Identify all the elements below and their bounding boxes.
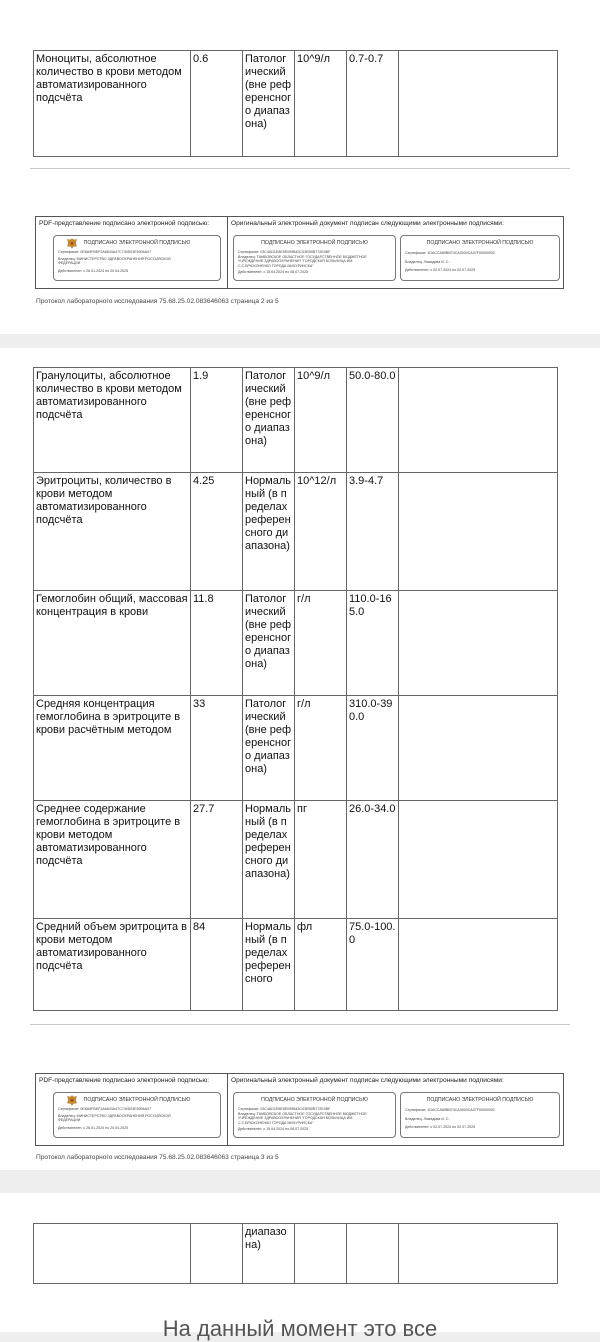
- table-row: [34, 473, 558, 591]
- test-name-cell: [34, 1224, 191, 1284]
- reference-cell: [347, 1224, 399, 1284]
- table-row: [34, 696, 558, 801]
- note-cell: [399, 801, 558, 919]
- table-row: [34, 591, 558, 696]
- signature-stamp: [53, 235, 221, 281]
- note-cell: [399, 51, 558, 157]
- reference-cell: 3.9-4.7: [347, 473, 399, 591]
- status-cell: диапазона): [243, 1224, 295, 1284]
- stamp-line: Сертификат: 0E8A9FBEF3A6843A47C740D03E5906A07: [58, 250, 152, 254]
- test-name-cell: Гранулоциты, абсолютное количество в крови методом автоматизированного подсчёта: [34, 368, 191, 473]
- reference-cell: 0.7-0.7: [347, 51, 399, 157]
- status-cell: Патологический (вне референсного диапазона): [243, 51, 295, 157]
- test-name-cell: Моноциты, абсолютное количество в крови методом автоматизированного подсчёта: [34, 51, 191, 157]
- signature-block: [35, 1073, 564, 1146]
- stamp-line: Владелец: Люкадова И. С.: [405, 1116, 450, 1121]
- stamp-line: Сертификат: 0E8A9FBEF3A6843A47C740D03E5906A07: [58, 1107, 152, 1111]
- status-cell: Нормальный (в пределах референсного диапазона): [243, 801, 295, 919]
- status-cell: Нормальный (в пределах референсного диапазона): [243, 473, 295, 591]
- unit-cell: 10^9/л: [295, 368, 347, 473]
- stamp-line: Владелец: МИНИСТЕРСТВО ЗДРАВООХРАНЕНИЯ РОССИЙСКОЙ: [58, 1113, 171, 1118]
- stamp-title: ПОДПИСАНО ЭЛЕКТРОННОЙ ПОДПИСЬЮ: [83, 240, 191, 246]
- signature-stamp: [233, 235, 396, 281]
- test-name-cell: Среднее содержание гемоглобина в эритроците в крови методом автоматизированного подсчёта: [34, 801, 191, 919]
- stamp-line: Сертификат: 03C4AD1E8E5E099B43C03EB0B772E4BF: [238, 250, 331, 254]
- value-cell: 1.9: [191, 368, 243, 473]
- stamp-line: Владелец: ТАМБОВСКОЕ ОБЛАСТНОЕ ГОСУДАРСТВЕННОЕ БЮДЖЕТНОЕ: [238, 254, 367, 259]
- value-cell: 33: [191, 696, 243, 801]
- reference-cell: 110.0-165.0: [347, 591, 399, 696]
- value-cell: [191, 1224, 243, 1284]
- stamp-title: ПОДПИСАНО ЭЛЕКТРОННОЙ ПОДПИСЬЮ: [426, 1097, 534, 1103]
- protocol-footer: Протокол лабораторного исследования 75.68.25.02.083646063 страница 2 из 5: [36, 298, 279, 305]
- document-page-2: [0, 0, 600, 334]
- stamp-line: Сертификат: 1DACCA89BB74CA0000CA07F00000002: [405, 251, 495, 255]
- signature-stamp: [400, 1092, 560, 1138]
- stamp-line: ФЕДЕРАЦИИ: [58, 1118, 81, 1123]
- table-row: [34, 919, 558, 1011]
- unit-cell: фл: [295, 919, 347, 1011]
- stamp-line: С.С.БРЮХОНЕНКО ГОРОДА МИЧУРИНСКА": [238, 1120, 314, 1125]
- signature-block: [35, 216, 564, 289]
- stamp-title: ПОДПИСАНО ЭЛЕКТРОННОЙ ПОДПИСЬЮ: [261, 1097, 368, 1103]
- stamp-line: Действителен: с 02.07.2024 по 02.07.2025: [405, 1125, 476, 1130]
- stamp-line: УЧРЕЖДЕНИЕ ЗДРАВООХРАНЕНИЯ "ГОРОДСКАЯ БОЛЬНИЦА ИМ.: [238, 1116, 354, 1121]
- reference-cell: 50.0-80.0: [347, 368, 399, 473]
- results-table: [33, 367, 558, 1011]
- unit-cell: 10^9/л: [295, 51, 347, 157]
- signature-left-header: PDF-представление подписано электронной подписью:: [39, 1077, 210, 1084]
- reference-cell: 75.0-100.0: [347, 919, 399, 1011]
- results-table: [33, 1223, 558, 1284]
- test-name-cell: Эритроциты, количество в крови методом автоматизированного подсчёта: [34, 473, 191, 591]
- status-cell: Патологический (вне референсного диапазона): [243, 368, 295, 473]
- test-name-cell: Гемоглобин общий, массовая концентрация в крови: [34, 591, 191, 696]
- stamp-line: С.С.БРЮХОНЕНКО ГОРОДА МИЧУРИНСКА": [238, 263, 314, 268]
- stamp-line: Действителен: с 02.07.2024 по 02.07.2025: [405, 268, 476, 273]
- stamp-line: Действителен: с 26.01.2024 по 20.04.2025: [58, 268, 129, 273]
- unit-cell: [295, 1224, 347, 1284]
- reference-cell: 310.0-390.0: [347, 696, 399, 801]
- value-cell: 27.7: [191, 801, 243, 919]
- note-cell: [399, 473, 558, 591]
- note-cell: [399, 696, 558, 801]
- table-row: [34, 1224, 558, 1284]
- note-cell: [399, 368, 558, 473]
- stamp-line: Сертификат: 03C4AD1E8E5E099B43C03EB0B772E4BF: [238, 1107, 331, 1111]
- status-cell: Патологический (вне референсного диапазона): [243, 696, 295, 801]
- document-page-3: [0, 348, 600, 1170]
- stamp-line: Действителен: с 15.04.2024 по 08.07.2025: [238, 1127, 309, 1132]
- value-cell: 4.25: [191, 473, 243, 591]
- stamp-title: ПОДПИСАНО ЭЛЕКТРОННОЙ ПОДПИСЬЮ: [426, 240, 534, 246]
- unit-cell: г/л: [295, 591, 347, 696]
- status-cell: Нормальный (в пределах референсного: [243, 919, 295, 1011]
- results-table: [33, 50, 558, 157]
- stamp-line: Владелец: Люкадова И. С.: [405, 259, 450, 264]
- divider: [30, 168, 570, 169]
- stamp-line: Сертификат: 1DACCA89BB74CA0000CA07F00000002: [405, 1108, 495, 1112]
- divider: [30, 1024, 570, 1025]
- coat-of-arms-icon: [67, 238, 77, 249]
- reference-cell: 26.0-34.0: [347, 801, 399, 919]
- signature-left-header: PDF-представление подписано электронной подписью:: [39, 220, 210, 227]
- note-cell: [399, 591, 558, 696]
- table-row: [34, 801, 558, 919]
- value-cell: 84: [191, 919, 243, 1011]
- stamp-line: Владелец: ТАМБОВСКОЕ ОБЛАСТНОЕ ГОСУДАРСТВЕННОЕ БЮДЖЕТНОЕ: [238, 1111, 367, 1116]
- value-cell: 0.6: [191, 51, 243, 157]
- document-page-4: [0, 1193, 600, 1332]
- stamp-line: Владелец: МИНИСТЕРСТВО ЗДРАВООХРАНЕНИЯ РОССИЙСКОЙ: [58, 256, 171, 261]
- test-name-cell: Средняя концентрация гемоглобина в эритроците в крови расчётным методом: [34, 696, 191, 801]
- unit-cell: пг: [295, 801, 347, 919]
- protocol-footer: Протокол лабораторного исследования 75.68.25.02.083646063 страница 3 из 5: [36, 1154, 279, 1161]
- unit-cell: г/л: [295, 696, 347, 801]
- stamp-line: ФЕДЕРАЦИИ: [58, 261, 81, 266]
- stamp-title: ПОДПИСАНО ЭЛЕКТРОННОЙ ПОДПИСЬЮ: [261, 240, 368, 246]
- note-cell: [399, 1224, 558, 1284]
- stamp-title: ПОДПИСАНО ЭЛЕКТРОННОЙ ПОДПИСЬЮ: [83, 1097, 191, 1103]
- signature-stamp: [53, 1092, 221, 1138]
- test-name-cell: Средний объем эритроцита в крови методом автоматизированного подсчёта: [34, 919, 191, 1011]
- signature-stamp: [400, 235, 560, 281]
- unit-cell: 10^12/л: [295, 473, 347, 591]
- coat-of-arms-icon: [67, 1095, 77, 1106]
- table-row: [34, 368, 558, 473]
- stamp-line: УЧРЕЖДЕНИЕ ЗДРАВООХРАНЕНИЯ "ГОРОДСКАЯ БОЛЬНИЦА ИМ.: [238, 259, 354, 264]
- bottom-caption: На данный момент это все: [162, 1316, 438, 1341]
- table-row: [34, 51, 558, 157]
- stamp-line: Действителен: с 26.01.2024 по 20.04.2025: [58, 1125, 129, 1130]
- status-cell: Патологический (вне референсного диапазона): [243, 591, 295, 696]
- note-cell: [399, 919, 558, 1011]
- value-cell: 11.8: [191, 591, 243, 696]
- signature-right-header: Оригинальный электронный документ подписан следующими электронными подписями:: [231, 1077, 504, 1084]
- signature-right-header: Оригинальный электронный документ подписан следующими электронными подписями:: [231, 220, 504, 227]
- stamp-line: Действителен: с 15.04.2024 по 08.07.2025: [238, 270, 309, 275]
- signature-stamp: [233, 1092, 396, 1138]
